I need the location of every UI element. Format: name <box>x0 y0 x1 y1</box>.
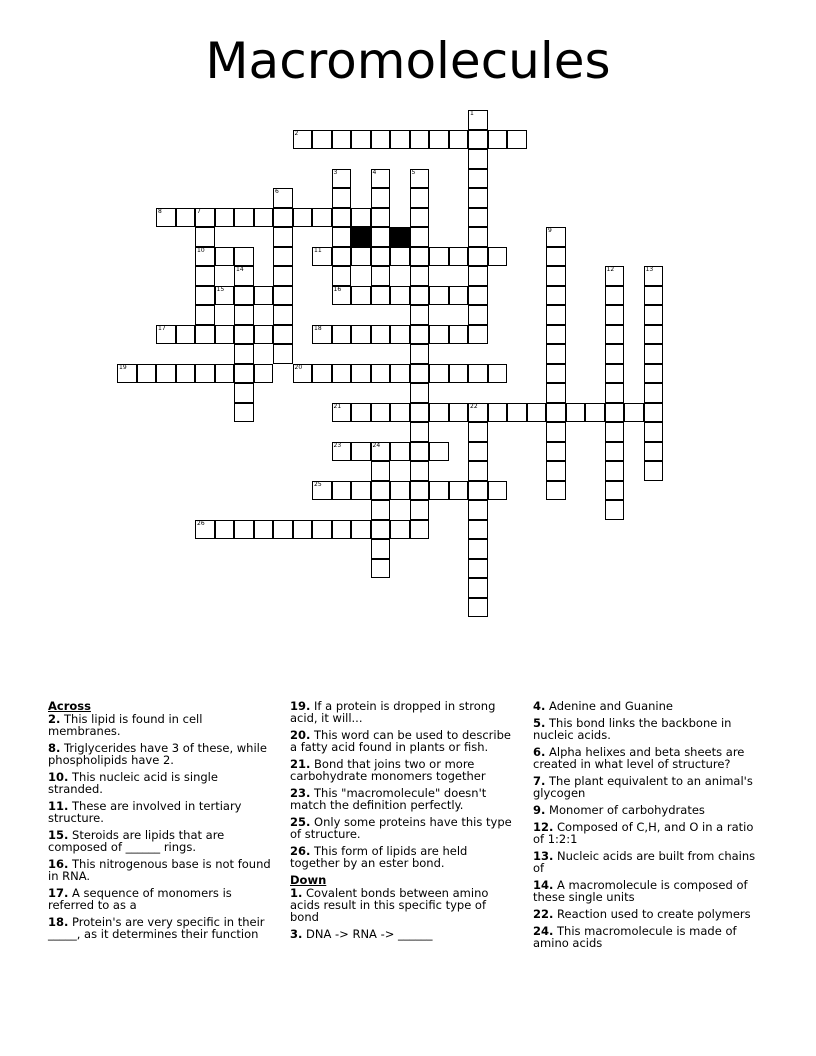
grid-cell[interactable] <box>468 422 488 442</box>
grid-cell[interactable] <box>468 188 488 208</box>
clue-across-18: 18. Protein's are very specific in their _____, as it determines their function <box>48 915 265 941</box>
clue-down-1: 1. Covalent bonds between amino acids result in this specific type of bond <box>290 886 489 924</box>
clue-down-9: 9. Monomer of carbohydrates <box>533 803 705 817</box>
grid-cell[interactable] <box>254 208 274 228</box>
clue-across-8: 8. Triglycerides have 3 of these, while phospholipids have 2. <box>48 741 267 767</box>
grid-cell[interactable] <box>234 247 254 267</box>
grid-cell[interactable] <box>410 364 430 384</box>
grid-cell[interactable] <box>332 364 352 384</box>
clue-number: 19 <box>119 363 127 371</box>
grid-cell[interactable] <box>273 520 293 540</box>
grid-cell[interactable] <box>371 266 391 286</box>
grid-cell[interactable] <box>215 520 235 540</box>
clue-number: 16 <box>333 285 342 293</box>
grid-cell[interactable] <box>332 266 352 286</box>
grid-cell[interactable] <box>371 539 391 559</box>
grid-cell[interactable] <box>605 344 625 364</box>
grid-cell[interactable] <box>546 227 566 247</box>
grid-cell[interactable] <box>468 520 488 540</box>
grid-cell[interactable] <box>351 364 371 384</box>
clue-across-19: 19. If a protein is dropped in strong acid, it will... <box>290 699 496 725</box>
clue-down-5: 5. This bond links the backbone in nucleic acids. <box>533 716 732 742</box>
clue-down-3: 3. DNA -> RNA -> ______ <box>290 927 433 941</box>
clue-down-13: 13. Nucleic acids are built from chains of <box>533 849 756 875</box>
grid-cell[interactable] <box>332 227 352 247</box>
grid-cell[interactable] <box>371 481 391 501</box>
clue-across-20: 20. This word can be used to describe a fatty acid found in plants or fish. <box>290 728 511 754</box>
grid-cell[interactable] <box>605 403 625 423</box>
grid-cell[interactable] <box>312 325 332 345</box>
grid-cell[interactable] <box>546 422 566 442</box>
clue-number: 5 <box>411 168 416 176</box>
grid-cell[interactable] <box>332 442 352 462</box>
grid-cell[interactable] <box>468 208 488 228</box>
grid-cell[interactable] <box>546 461 566 481</box>
grid-cell[interactable] <box>273 227 293 247</box>
grid-cell[interactable] <box>410 520 430 540</box>
grid-cell[interactable] <box>332 247 352 267</box>
grid-cell[interactable] <box>273 247 293 267</box>
grid-cell[interactable] <box>390 442 410 462</box>
clue-number: 23 <box>333 441 342 449</box>
grid-cell[interactable] <box>644 344 664 364</box>
grid-cell[interactable] <box>410 442 430 462</box>
clue-number: 25 <box>314 480 322 488</box>
grid-cell[interactable] <box>468 286 488 306</box>
grid-cell[interactable] <box>390 130 410 150</box>
grid-cell[interactable] <box>390 325 410 345</box>
grid-cell[interactable] <box>234 403 254 423</box>
grid-cell[interactable] <box>644 286 664 306</box>
grid-cell[interactable] <box>234 520 254 540</box>
clue-number: 22 <box>470 402 478 410</box>
grid-cell[interactable] <box>468 169 488 189</box>
grid-cell[interactable] <box>429 130 449 150</box>
grid-cell[interactable] <box>254 325 274 345</box>
grid-cell[interactable] <box>293 364 313 384</box>
grid-cell[interactable] <box>390 286 410 306</box>
grid-cell[interactable] <box>195 266 215 286</box>
clue-number: 10 <box>197 246 205 254</box>
grid-cell[interactable] <box>371 325 391 345</box>
grid-cell[interactable] <box>371 403 391 423</box>
grid-cell[interactable] <box>195 247 215 267</box>
grid-cell[interactable] <box>195 364 215 384</box>
grid-cell[interactable] <box>449 403 469 423</box>
grid-cell[interactable] <box>507 130 527 150</box>
grid-cell[interactable] <box>410 286 430 306</box>
clue-number: 17 <box>158 324 166 332</box>
grid-cell[interactable] <box>390 481 410 501</box>
grid-cell[interactable] <box>546 266 566 286</box>
grid-cell[interactable] <box>410 130 430 150</box>
grid-cell[interactable] <box>468 266 488 286</box>
grid-cell[interactable] <box>390 247 410 267</box>
grid-cell[interactable] <box>273 266 293 286</box>
grid-cell[interactable] <box>546 247 566 267</box>
grid-cell[interactable] <box>429 247 449 267</box>
clue-across-11: 11. These are involved in tertiary structure. <box>48 799 242 825</box>
grid-cell[interactable] <box>332 130 352 150</box>
grid-cell[interactable] <box>273 305 293 325</box>
clue-down-4: 4. Adenine and Guanine <box>533 699 673 713</box>
grid-cell[interactable] <box>449 130 469 150</box>
grid-cell[interactable] <box>371 520 391 540</box>
grid-cell[interactable] <box>371 130 391 150</box>
grid-cell[interactable] <box>449 247 469 267</box>
grid-cell[interactable] <box>605 325 625 345</box>
clue-number: 26 <box>197 519 205 527</box>
grid-cell[interactable] <box>644 422 664 442</box>
grid-cell[interactable] <box>468 461 488 481</box>
grid-cell[interactable] <box>332 403 352 423</box>
grid-cell[interactable] <box>605 461 625 481</box>
grid-cell[interactable] <box>605 422 625 442</box>
clue-number: 9 <box>548 227 552 234</box>
grid-cell[interactable] <box>371 188 391 208</box>
grid-cell[interactable] <box>546 325 566 345</box>
grid-cell[interactable] <box>468 442 488 462</box>
grid-cell[interactable] <box>195 325 215 345</box>
grid-cell[interactable] <box>468 481 488 501</box>
grid-cell[interactable] <box>449 286 469 306</box>
grid-cell[interactable] <box>410 403 430 423</box>
grid-cell[interactable] <box>332 520 352 540</box>
grid-cell[interactable] <box>195 227 215 247</box>
grid-cell[interactable] <box>644 461 664 481</box>
grid-cell[interactable] <box>488 130 508 150</box>
clue-number: 7 <box>197 207 201 215</box>
grid-cell[interactable] <box>312 208 332 228</box>
clue-down-12: 12. Composed of C,H, and O in a ratio of 1:2:1 <box>533 820 754 846</box>
clue-number: 12 <box>606 266 615 273</box>
grid-cell[interactable] <box>410 481 430 501</box>
grid-cell[interactable] <box>156 364 176 384</box>
grid-cell[interactable] <box>137 364 157 384</box>
grid-cell[interactable] <box>371 364 391 384</box>
grid-cell[interactable] <box>410 266 430 286</box>
clue-number: 13 <box>645 266 654 273</box>
clue-down-14: 14. A macromolecule is composed of these single units <box>533 878 748 904</box>
grid-cell[interactable] <box>293 130 313 150</box>
clue-number: 3 <box>333 168 338 176</box>
grid-cell[interactable] <box>332 481 352 501</box>
grid-cell[interactable] <box>410 169 430 189</box>
grid-cell[interactable] <box>546 442 566 462</box>
grid-cell[interactable] <box>468 227 488 247</box>
grid-cell[interactable] <box>546 481 566 501</box>
grid-cell[interactable] <box>234 286 254 306</box>
grid-cell[interactable] <box>156 208 176 228</box>
clue-across-10: 10. This nucleic acid is single stranded. <box>48 770 218 796</box>
grid-cell[interactable] <box>468 364 488 384</box>
grid-cell[interactable] <box>234 305 254 325</box>
grid-cell[interactable] <box>410 325 430 345</box>
clue-across-17: 17. A sequence of monomers is referred to as a <box>48 886 232 912</box>
grid-cell[interactable] <box>371 227 391 247</box>
grid-cell[interactable] <box>429 325 449 345</box>
grid-cell[interactable] <box>176 208 196 228</box>
grid-cell[interactable] <box>468 149 488 169</box>
grid-cell[interactable] <box>351 403 371 423</box>
grid-cell[interactable] <box>371 461 391 481</box>
grid-cell[interactable] <box>390 364 410 384</box>
grid-cell[interactable] <box>488 247 508 267</box>
grid-cell[interactable] <box>332 286 352 306</box>
grid-cell[interactable] <box>371 500 391 520</box>
grid-cell[interactable] <box>195 520 215 540</box>
grid-cell[interactable] <box>429 442 449 462</box>
grid-cell[interactable] <box>605 305 625 325</box>
grid-cell[interactable] <box>312 481 332 501</box>
grid-cell[interactable] <box>273 325 293 345</box>
clue-down-22: 22. Reaction used to create polymers <box>533 907 751 921</box>
grid-cell[interactable] <box>468 305 488 325</box>
clue-column-3 <box>533 700 768 954</box>
grid-cell[interactable] <box>312 520 332 540</box>
grid-cell[interactable] <box>546 403 566 423</box>
grid-cell[interactable] <box>644 383 664 403</box>
grid-cell[interactable] <box>234 325 254 345</box>
grid-cell[interactable] <box>293 520 313 540</box>
grid-cell[interactable] <box>507 403 527 423</box>
clue-across-2: 2. This lipid is found in cell membranes. <box>48 712 203 738</box>
grid-cell[interactable] <box>351 130 371 150</box>
grid-cell[interactable] <box>644 442 664 462</box>
grid-cell[interactable] <box>605 500 625 520</box>
grid-cell[interactable] <box>351 442 371 462</box>
grid-cell[interactable] <box>410 422 430 442</box>
clue-number: 18 <box>314 324 322 332</box>
grid-cell[interactable] <box>351 520 371 540</box>
grid-cell[interactable] <box>468 247 488 267</box>
grid-cell[interactable] <box>254 364 274 384</box>
grid-cell[interactable] <box>546 286 566 306</box>
grid-cell[interactable] <box>273 208 293 228</box>
down-header: Down <box>290 873 327 887</box>
black-cell <box>390 227 410 247</box>
grid-cell[interactable] <box>468 578 488 598</box>
grid-cell[interactable] <box>410 461 430 481</box>
grid-cell[interactable] <box>371 286 391 306</box>
grid-cell[interactable] <box>215 325 235 345</box>
grid-cell[interactable] <box>390 520 410 540</box>
grid-cell[interactable] <box>449 325 469 345</box>
grid-cell[interactable] <box>254 520 274 540</box>
clue-down-6: 6. Alpha helixes and beta sheets are created in what level of structure? <box>533 745 745 771</box>
grid-cell[interactable] <box>624 403 644 423</box>
grid-cell[interactable] <box>215 208 235 228</box>
clue-number: 20 <box>294 363 303 371</box>
grid-cell[interactable] <box>488 364 508 384</box>
grid-cell[interactable] <box>215 247 235 267</box>
grid-cell[interactable] <box>390 403 410 423</box>
grid-cell[interactable] <box>410 344 430 364</box>
grid-cell[interactable] <box>488 481 508 501</box>
puzzle-title: Macromolecules <box>205 32 611 90</box>
grid-cell[interactable] <box>176 364 196 384</box>
clue-column-1 <box>48 700 276 945</box>
grid-cell[interactable] <box>273 286 293 306</box>
grid-cell[interactable] <box>429 481 449 501</box>
grid-cell[interactable] <box>410 500 430 520</box>
grid-cell[interactable] <box>546 364 566 384</box>
grid-cell[interactable] <box>605 266 625 286</box>
grid-cell[interactable] <box>468 403 488 423</box>
grid-cell[interactable] <box>273 188 293 208</box>
grid-cell[interactable] <box>234 383 254 403</box>
grid-cell[interactable] <box>312 130 332 150</box>
grid-cell[interactable] <box>644 325 664 345</box>
grid-cell[interactable] <box>371 208 391 228</box>
grid-cell[interactable] <box>468 110 488 130</box>
grid-cell[interactable] <box>312 247 332 267</box>
grid-cell[interactable] <box>546 305 566 325</box>
clue-across-15: 15. Steroids are lipids that are composed of ______ rings. <box>48 828 225 854</box>
grid-cell[interactable] <box>449 364 469 384</box>
grid-cell[interactable] <box>527 403 547 423</box>
grid-cell[interactable] <box>117 364 137 384</box>
grid-cell[interactable] <box>429 403 449 423</box>
grid-cell[interactable] <box>410 227 430 247</box>
grid-cell[interactable] <box>644 305 664 325</box>
grid-cell[interactable] <box>488 403 508 423</box>
grid-cell[interactable] <box>332 208 352 228</box>
clue-number: 8 <box>158 207 162 215</box>
grid-cell[interactable] <box>332 325 352 345</box>
grid-cell[interactable] <box>644 364 664 384</box>
grid-cell[interactable] <box>351 247 371 267</box>
clue-across-16: 16. This nitrogenous base is not found in RNA. <box>48 857 271 883</box>
grid-cell[interactable] <box>410 188 430 208</box>
grid-cell[interactable] <box>605 364 625 384</box>
grid-cell[interactable] <box>371 559 391 579</box>
grid-cell[interactable] <box>312 364 332 384</box>
clue-number: 6 <box>275 188 279 195</box>
grid-cell[interactable] <box>195 286 215 306</box>
grid-cell[interactable] <box>371 247 391 267</box>
grid-cell[interactable] <box>273 344 293 364</box>
grid-cell[interactable] <box>332 188 352 208</box>
grid-cell[interactable] <box>429 364 449 384</box>
clue-across-25: 25. Only some proteins have this type of structure. <box>290 815 512 841</box>
clue-across-23: 23. This "macromolecule" doesn't match the definition perfectly. <box>290 786 487 812</box>
clue-across-21: 21. Bond that joins two or more carbohydrate monomers together <box>290 757 486 783</box>
grid-cell[interactable] <box>215 364 235 384</box>
grid-cell[interactable] <box>195 208 215 228</box>
across-header: Across <box>48 699 91 713</box>
grid-cell[interactable] <box>605 442 625 462</box>
black-cell <box>351 227 371 247</box>
grid-cell[interactable] <box>468 325 488 345</box>
grid-cell[interactable] <box>293 208 313 228</box>
clue-down-7: 7. The plant equivalent to an animal's glycogen <box>533 774 753 800</box>
clue-number: 1 <box>470 110 474 117</box>
grid-cell[interactable] <box>410 305 430 325</box>
grid-cell[interactable] <box>605 481 625 501</box>
grid-cell[interactable] <box>605 383 625 403</box>
clue-column-2 <box>290 700 518 945</box>
grid-cell[interactable] <box>429 286 449 306</box>
grid-cell[interactable] <box>468 539 488 559</box>
grid-cell[interactable] <box>371 442 391 462</box>
grid-cell[interactable] <box>351 481 371 501</box>
grid-cell[interactable] <box>195 305 215 325</box>
clue-number: 4 <box>372 168 377 176</box>
clue-down-24: 24. This macromolecule is made of amino acids <box>533 924 737 950</box>
clue-number: 14 <box>236 266 244 273</box>
grid-cell[interactable] <box>371 169 391 189</box>
clue-number: 2 <box>294 129 299 137</box>
clue-number: 21 <box>333 402 342 410</box>
grid-cell[interactable] <box>215 286 235 306</box>
grid-cell[interactable] <box>410 383 430 403</box>
grid-cell[interactable] <box>605 286 625 306</box>
grid-cell[interactable] <box>449 481 469 501</box>
grid-cell[interactable] <box>468 559 488 579</box>
grid-cell[interactable] <box>176 325 196 345</box>
grid-cell[interactable] <box>468 598 488 618</box>
clue-number: 15 <box>216 285 225 293</box>
grid-cell[interactable] <box>351 208 371 228</box>
grid-cell[interactable] <box>156 325 176 345</box>
grid-cell[interactable] <box>234 266 254 286</box>
grid-cell[interactable] <box>234 344 254 364</box>
grid-cell[interactable] <box>234 364 254 384</box>
grid-cell[interactable] <box>332 169 352 189</box>
grid-cell[interactable] <box>468 500 488 520</box>
grid-cell[interactable] <box>351 286 371 306</box>
grid-cell[interactable] <box>254 286 274 306</box>
grid-cell[interactable] <box>546 344 566 364</box>
clue-across-26: 26. This form of lipids are held together by an ester bond. <box>290 844 468 870</box>
grid-cell[interactable] <box>234 208 254 228</box>
grid-cell[interactable] <box>546 383 566 403</box>
grid-cell[interactable] <box>351 325 371 345</box>
clue-number: 24 <box>372 441 381 449</box>
grid-cell[interactable] <box>585 403 605 423</box>
grid-cell[interactable] <box>410 208 430 228</box>
grid-cell[interactable] <box>468 130 488 150</box>
grid-cell[interactable] <box>566 403 586 423</box>
grid-cell[interactable] <box>644 266 664 286</box>
grid-cell[interactable] <box>410 247 430 267</box>
clue-number: 11 <box>314 246 322 254</box>
grid-cell[interactable] <box>644 403 664 423</box>
